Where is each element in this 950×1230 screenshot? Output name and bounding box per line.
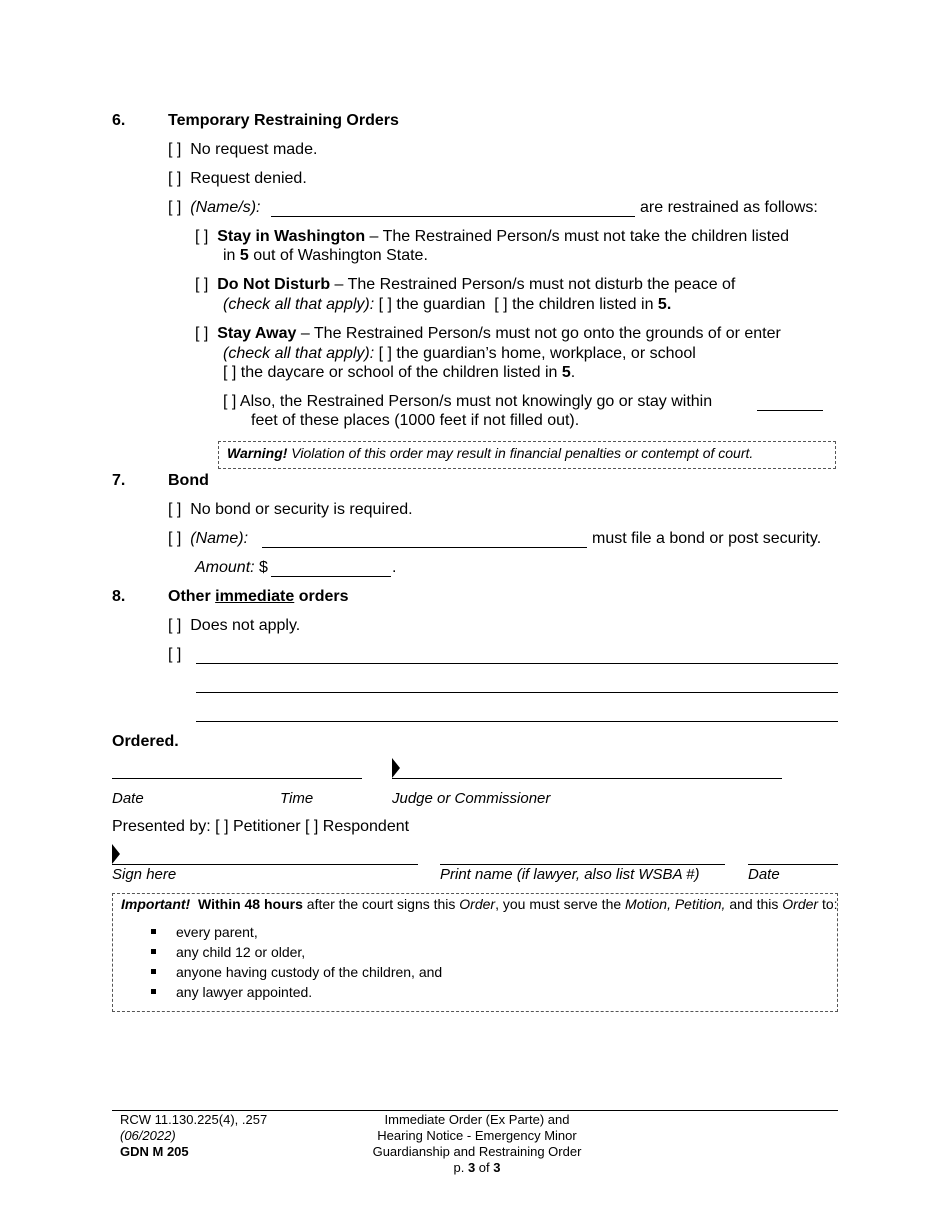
must-file-text: must file a bond or post security. <box>592 530 822 547</box>
presented-by[interactable]: Presented by: [ ] Petitioner [ ] Respondent <box>112 818 410 835</box>
do-not-disturb-text: – The Restrained Person/s must not disturb the peace of <box>330 276 736 293</box>
stay-washington-text-2: in 5 out of Washington State. <box>223 247 428 264</box>
judge-signature-field[interactable] <box>392 778 782 779</box>
stay-washington-title: Stay in Washington <box>217 228 366 245</box>
checkbox-mark: [ ] <box>168 501 182 518</box>
important-list <box>121 922 442 1002</box>
away-daycare-option[interactable]: [ ] the daycare or school of the children listed in 5. <box>223 364 576 381</box>
warning-text: Warning! Violation of this order may result in financial penalties or contempt of court. <box>227 445 754 461</box>
checkbox-mark: [ ] <box>168 170 182 187</box>
does-not-apply-label: Does not apply. <box>190 617 301 634</box>
restrained-names-field[interactable] <box>271 216 635 217</box>
section-8-number: 8. <box>112 588 126 605</box>
date-time-field[interactable] <box>112 778 362 779</box>
checkbox-stay-washington[interactable] <box>195 228 789 246</box>
list-item: every parent, <box>121 922 442 942</box>
stay-away-title: Stay Away <box>217 325 297 342</box>
dnd-guardian-option[interactable]: [ ] the guardian <box>378 296 486 313</box>
no-request-label: No request made. <box>190 141 318 158</box>
section-6-number: 6. <box>112 112 126 129</box>
list-item: anyone having custody of the children, and <box>121 962 442 982</box>
footer-title-3: Guardianship and Restraining Order <box>372 1144 582 1159</box>
section-8-title: Other immediate orders <box>168 588 349 605</box>
checkbox-mark: [ ] <box>195 276 209 293</box>
important-heading: Important! Within 48 hours after the court signs this Order, you must serve the Motion, Petition, and this Order to: <box>121 896 838 912</box>
distance-field[interactable] <box>757 410 823 411</box>
checkbox-stay-away[interactable] <box>195 325 781 343</box>
section-6-title: Temporary Restraining Orders <box>168 112 399 129</box>
footer-rcw: RCW 11.130.225(4), .257 <box>120 1112 268 1127</box>
footer-rule <box>112 1110 838 1111</box>
list-item: any lawyer appointed. <box>121 982 442 1002</box>
no-bond-label: No bond or security is required. <box>190 501 413 518</box>
checkbox-request-denied[interactable] <box>168 170 307 188</box>
checkbox-mark: [ ] <box>168 617 182 634</box>
bond-name-field[interactable] <box>262 547 587 548</box>
list-item: any child 12 or older, <box>121 942 442 962</box>
request-denied-label: Request denied. <box>190 170 307 187</box>
checkbox-no-request[interactable] <box>168 141 317 159</box>
other-orders-line-3[interactable] <box>196 721 838 722</box>
footer-left <box>120 1112 267 1160</box>
names-label: (Name/s): <box>190 199 261 216</box>
section-7-number: 7. <box>112 472 126 489</box>
do-not-disturb-title: Do Not Disturb <box>217 276 331 293</box>
checkbox-mark: [ ] <box>168 141 182 158</box>
stay-away-options: (check all that apply): [ ] the guardian’s home, workplace, or school <box>223 345 696 362</box>
date-label: Date <box>112 790 144 807</box>
checkbox-other-orders[interactable]: [ ] <box>168 646 182 663</box>
checkbox-mark: [ ] <box>195 325 209 342</box>
footer-title-1: Immediate Order (Ex Parte) and <box>384 1112 570 1127</box>
amount-field[interactable] <box>271 576 391 577</box>
time-label: Time <box>280 790 314 807</box>
do-not-disturb-options: (check all that apply): [ ] the guardian [ ] the children listed in 5. <box>223 296 672 313</box>
checkbox-do-not-disturb[interactable] <box>195 276 735 294</box>
dnd-children-option[interactable]: [ ] the children listed in 5. <box>494 296 672 313</box>
checkbox-mark: [ ] <box>168 199 182 216</box>
footer-center <box>337 1112 617 1176</box>
feet-text: feet of these places (1000 feet if not filled out). <box>251 412 580 429</box>
print-name-label: Print name (if lawyer, also list WSBA #) <box>440 866 700 883</box>
checkbox-does-not-apply[interactable] <box>168 617 300 635</box>
footer-title-2: Hearing Notice - Emergency Minor <box>377 1128 577 1143</box>
restrained-suffix: are restrained as follows: <box>640 199 818 216</box>
other-orders-line-2[interactable] <box>196 692 838 693</box>
checkbox-mark: [ ] <box>168 530 182 547</box>
bond-name-label: (Name): <box>190 530 249 547</box>
footer-form-number: GDN M 205 <box>120 1144 189 1159</box>
other-orders-line-1[interactable] <box>196 663 838 664</box>
sign-arrow-icon <box>392 758 400 778</box>
checkbox-also-distance[interactable]: [ ] Also, the Restrained Person/s must not knowingly go or stay within <box>223 393 713 410</box>
presented-date-field[interactable] <box>748 864 838 865</box>
ordered-heading: Ordered. <box>112 733 179 750</box>
checkbox-mark: [ ] <box>195 228 209 245</box>
stay-away-text: – The Restrained Person/s must not go onto the grounds of or enter <box>296 325 781 342</box>
amount-label: Amount: $ <box>195 559 268 576</box>
print-name-field[interactable] <box>440 864 725 865</box>
away-home-option[interactable]: [ ] the guardian’s home, workplace, or school <box>374 345 696 362</box>
judge-label: Judge or Commissioner <box>392 790 551 807</box>
footer-date: (06/2022) <box>120 1128 176 1143</box>
presented-date-label: Date <box>748 866 780 883</box>
checkbox-no-bond[interactable] <box>168 501 413 519</box>
sign-arrow-icon <box>112 844 120 864</box>
checkbox-restrained-names[interactable] <box>168 199 260 217</box>
sign-here-field[interactable] <box>112 864 418 865</box>
footer-page: p. 3 of 3 <box>453 1160 501 1175</box>
sign-here-label: Sign here <box>112 866 177 883</box>
important-box <box>112 893 838 1012</box>
checkbox-bond-name[interactable] <box>168 530 248 548</box>
stay-washington-text: – The Restrained Person/s must not take the children listed <box>365 228 790 245</box>
section-7-title: Bond <box>168 472 209 489</box>
amount-period: . <box>392 559 397 576</box>
warning-box <box>218 441 836 469</box>
